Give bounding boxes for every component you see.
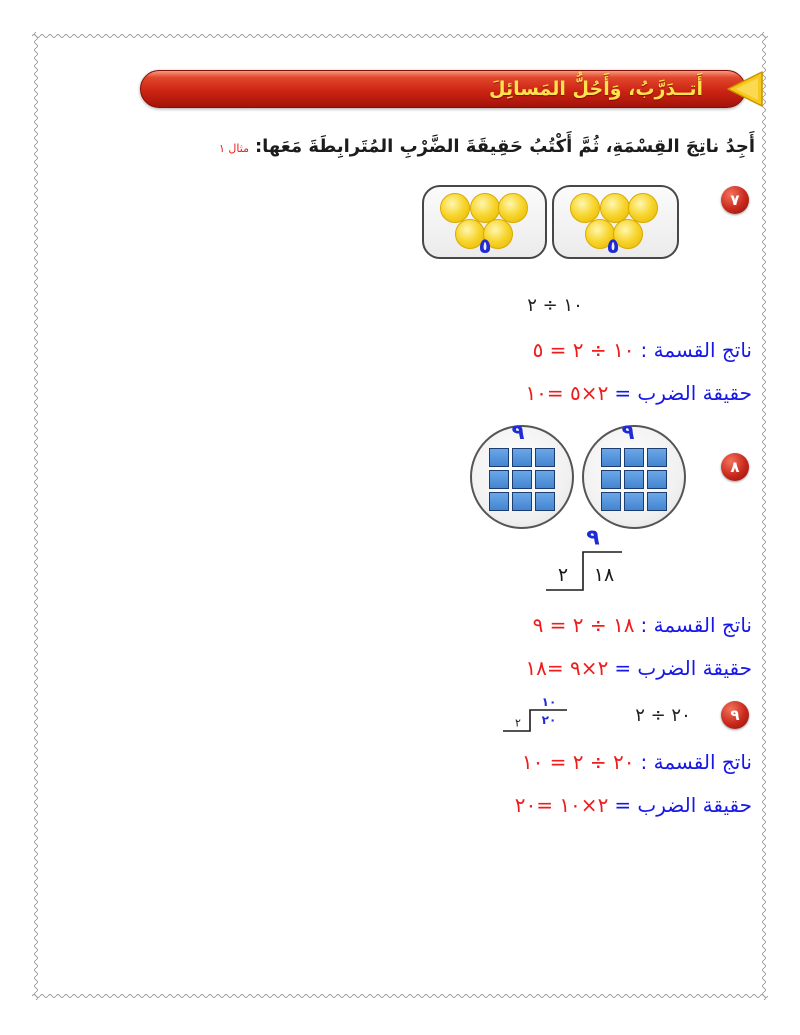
multiplication-fact-line [515, 791, 752, 819]
tile-square [624, 448, 644, 467]
group-count-label: ٥ [606, 234, 620, 258]
problem-number-badge: ٧ [721, 186, 749, 214]
group-count-label: ٩ [621, 420, 635, 444]
instruction-text: أَجِدُ ناتِجَ القِسْمَةِ، ثُمَّ أَكْتُبُ حَقِيقَةَ الضَّرْبِ المُتَرابِطَةَ مَعَها: [254, 136, 755, 157]
long-division-divisor: ٢ [515, 716, 521, 730]
quotient-label: ناتج القسمة : [640, 338, 752, 362]
counter-chip [498, 193, 528, 223]
tile-square [512, 470, 532, 489]
tile-square [647, 492, 667, 511]
fact-answer: ٢×٥ =١٠ [525, 381, 609, 405]
tile-square [624, 492, 644, 511]
quotient-line [533, 336, 752, 364]
quotient-line [533, 611, 752, 639]
counter-chip [628, 193, 658, 223]
tile-square [535, 448, 555, 467]
counter-group [422, 185, 547, 259]
tile-square [489, 470, 509, 489]
tile-square [624, 470, 644, 489]
tile-square [601, 448, 621, 467]
quotient-line [522, 748, 752, 776]
tile-square [535, 492, 555, 511]
tile-square [601, 492, 621, 511]
tile-square [647, 448, 667, 467]
arrow-left-icon [720, 66, 766, 112]
long-division-quotient: ٩ [586, 525, 600, 551]
quotient-label: ناتج القسمة : [640, 750, 752, 774]
long-division-dividend: ١٨ [593, 564, 615, 586]
division-bracket [503, 710, 567, 731]
long-division-quotient: ١٠ [541, 695, 557, 709]
fact-label: حقيقة الضرب = [614, 381, 752, 405]
example-reference: مثال ١ [218, 142, 249, 155]
long-division [498, 693, 573, 737]
tile-square [512, 492, 532, 511]
tile-square [535, 470, 555, 489]
section-title: أَتــدَرَّبُ، وَأَحُلُّ المَسائِلَ [488, 78, 703, 100]
long-division-divisor: ٢ [557, 564, 569, 586]
group-count-label: ٥ [478, 234, 492, 258]
group-count-label: ٩ [511, 420, 525, 444]
multiplication-fact-line [525, 654, 752, 682]
quotient-answer: ٢٠ ÷ ٢ = ١٠ [521, 750, 635, 774]
fact-label: حقيقة الضرب = [614, 656, 752, 680]
long-division [540, 525, 630, 597]
tile-square [489, 448, 509, 467]
fact-answer: ٢×١٠ =٢٠ [514, 793, 609, 817]
tile-square [647, 470, 667, 489]
tile-square [601, 470, 621, 489]
tile-square [512, 448, 532, 467]
tile-square [489, 492, 509, 511]
quotient-answer: ١٠ ÷ ٢ = ٥ [532, 338, 635, 362]
counter-group [552, 185, 679, 259]
fact-label: حقيقة الضرب = [614, 793, 752, 817]
fact-answer: ٢×٩ =١٨ [525, 656, 609, 680]
division-expression: ١٠ ÷ ٢ [527, 295, 583, 316]
quotient-label: ناتج القسمة : [640, 613, 752, 637]
instruction [219, 133, 755, 163]
quotient-answer: ١٨ ÷ ٢ = ٩ [532, 613, 635, 637]
multiplication-fact-line [525, 379, 752, 407]
division-expression: ٢٠ ÷ ٢ [635, 705, 691, 726]
section-banner [140, 70, 746, 108]
problem-number-badge: ٨ [721, 453, 749, 481]
long-division-dividend: ٢٠ [541, 713, 557, 727]
problem-number-badge: ٩ [721, 701, 749, 729]
